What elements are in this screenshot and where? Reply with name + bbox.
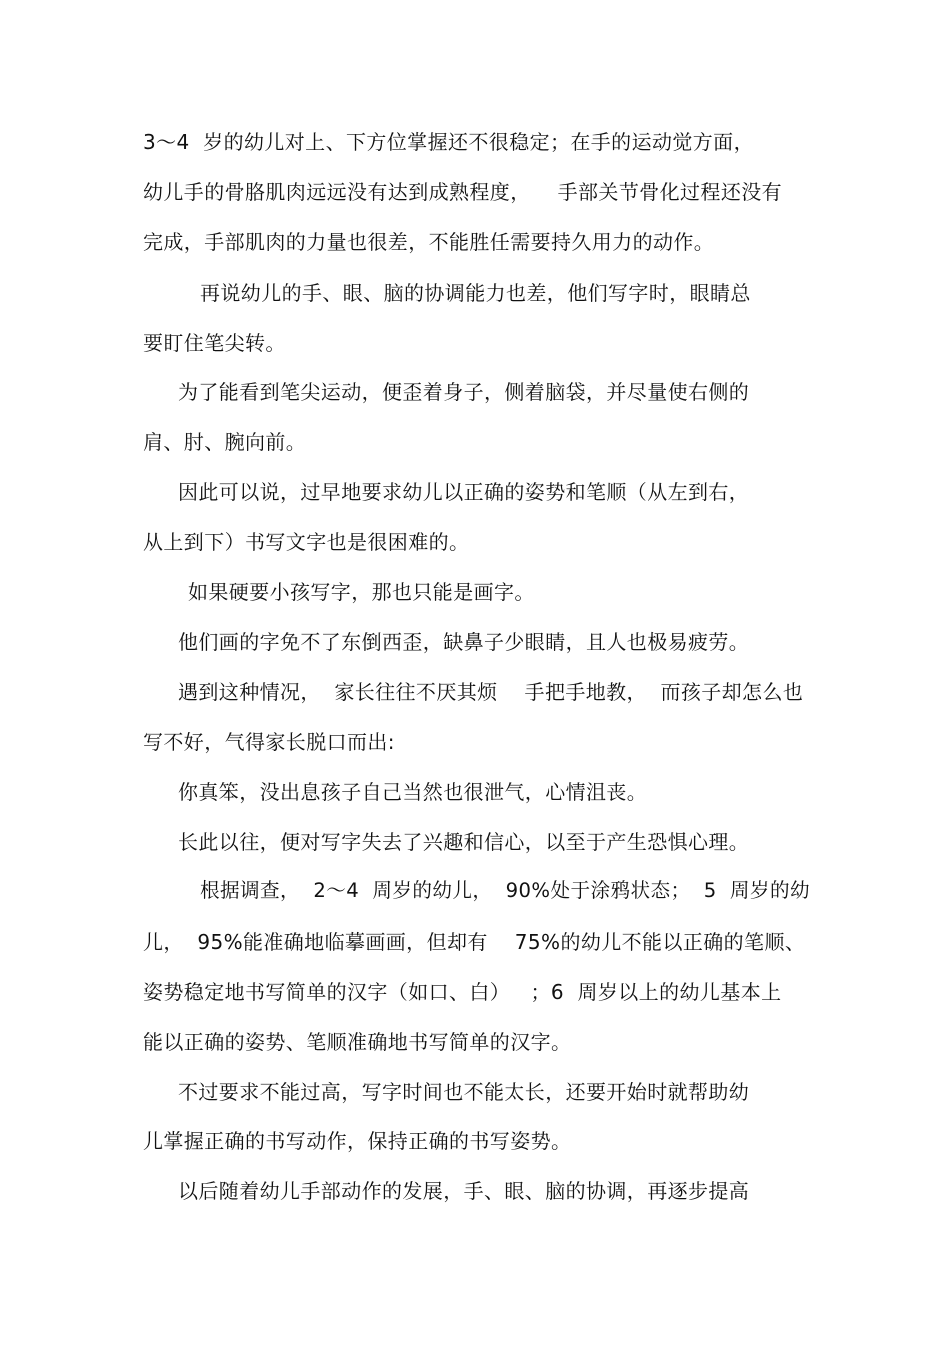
text-line: 如果硬要小孩写字，那也只能是画字。 xyxy=(188,580,535,604)
text-line: 能以正确的姿势、笔顺准确地书写简单的汉字。 xyxy=(143,1030,572,1054)
text-line: 因此可以说，过早地要求幼儿以正确的姿势和笔顺（从左到右， xyxy=(178,480,750,504)
text-line: 再说幼儿的手、眼、脑的协调能力也差，他们写字时，眼睛总 xyxy=(200,281,751,305)
text-line: 幼儿手的骨胳肌肉远远没有达到成熟程度， 手部关节骨化过程还没有 xyxy=(143,180,783,204)
text-line: 3～4 岁的幼儿对上、下方位掌握还不很稳定；在手的运动觉方面， xyxy=(143,130,754,154)
text-line: 以后随着幼儿手部动作的发展，手、眼、脑的协调，再逐步提高 xyxy=(178,1179,750,1203)
text-line: 儿掌握正确的书写动作，保持正确的书写姿势。 xyxy=(143,1129,572,1153)
text-line: 不过要求不能过高，写字时间也不能太长，还要开始时就帮助幼 xyxy=(178,1080,750,1104)
text-line: 他们画的字免不了东倒西歪，缺鼻子少眼睛，且人也极易疲劳。 xyxy=(178,630,750,654)
text-line: 遇到这种情况， 家长往往不厌其烦 手把手地教， 而孩子却怎么也 xyxy=(178,680,804,704)
text-line: 要盯住笔尖转。 xyxy=(143,331,286,355)
text-line: 写不好，气得家长脱口而出: xyxy=(143,730,395,754)
text-line: 完成，手部肌肉的力量也很差，不能胜任需要持久用力的动作。 xyxy=(143,230,715,254)
text-line: 从上到下）书写文字也是很困难的。 xyxy=(143,530,470,554)
text-line: 长此以往，便对写字失去了兴趣和信心，以至于产生恐惧心理。 xyxy=(178,830,750,854)
text-line: 肩、肘、腕向前。 xyxy=(143,430,307,454)
text-line: 为了能看到笔尖运动，便歪着身子，侧着脑袋，并尽量使右侧的 xyxy=(178,380,750,404)
text-line: 你真笨，没出息孩子自己当然也很泄气，心情沮丧。 xyxy=(178,780,648,804)
text-line: 根据调查， 2～4 周岁的幼儿， 90%处于涂鸦状态； 5 周岁的幼 xyxy=(200,879,810,902)
text-line: 儿， 95%能准确地临摹画画，但却有 75%的幼儿不能以正确的笔顺、 xyxy=(143,930,806,954)
text-line: 姿势稳定地书写简单的汉字（如口、白） ；6 周岁以上的幼儿基本上 xyxy=(143,980,782,1004)
